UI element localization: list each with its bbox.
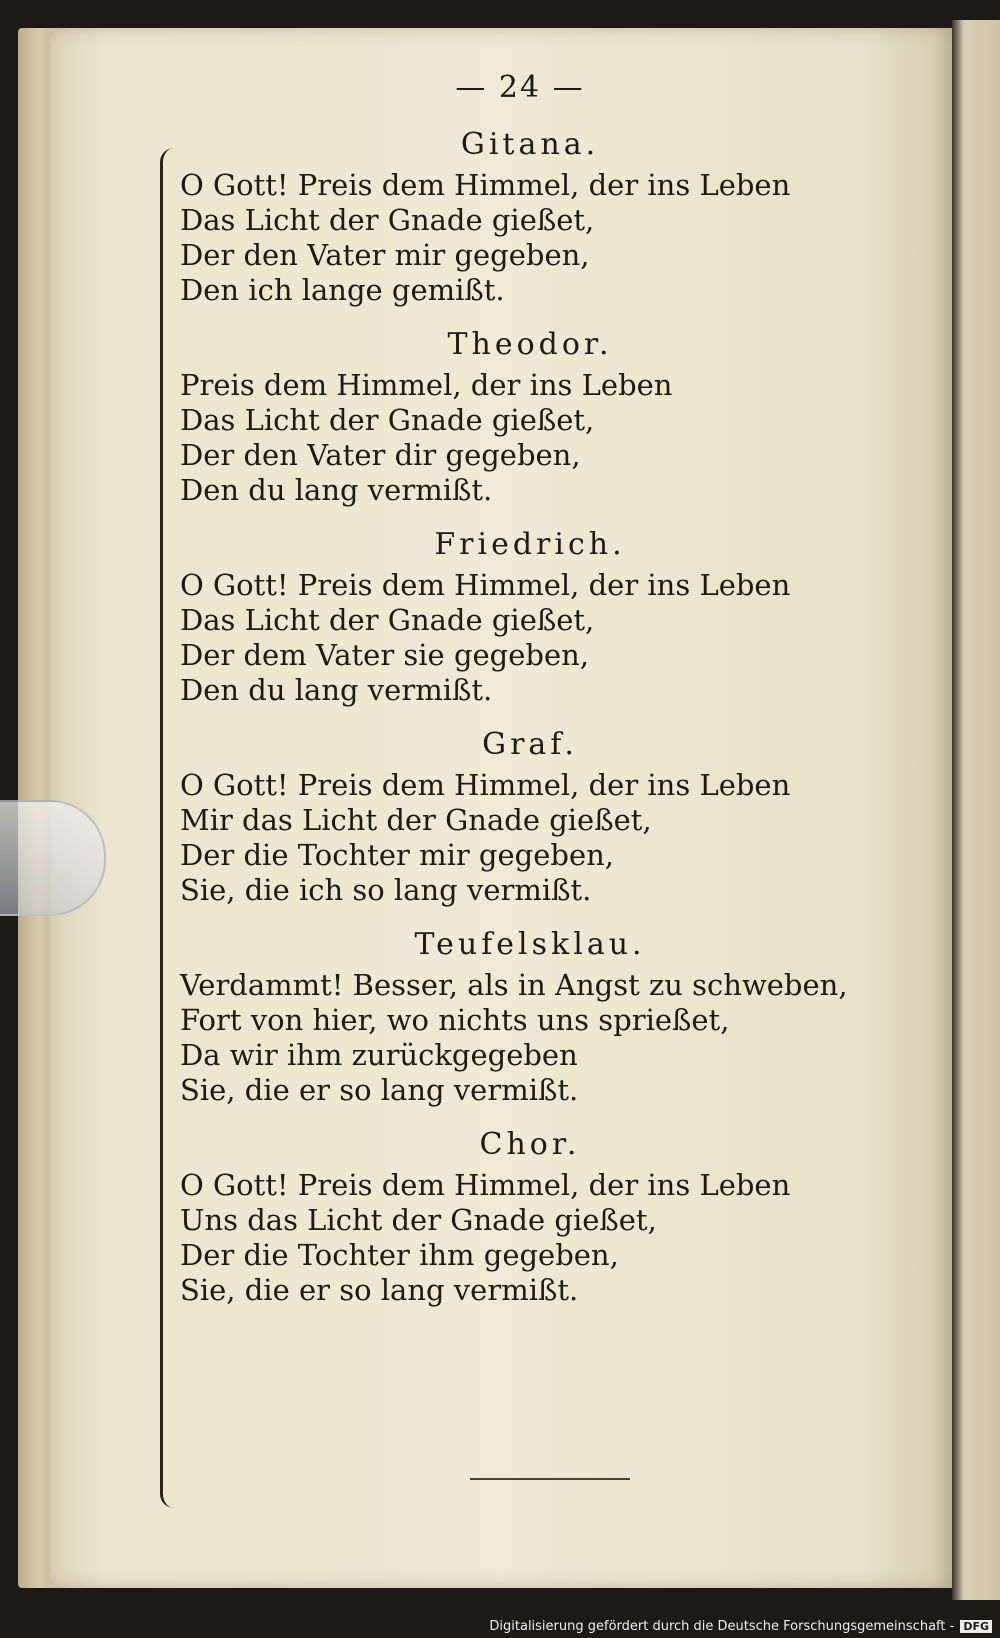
verse-line: Sie, die ich so lang vermißt. <box>180 873 592 907</box>
end-rule-divider <box>470 1478 630 1480</box>
credit-text: Digitalisierung gefördert durch die Deutsche Forschungsgemeinschaft - <box>489 1619 955 1634</box>
verse-line: Das Licht der Gnade gießet, <box>180 403 595 437</box>
speech-block <box>180 1122 880 1308</box>
verse-line: O Gott! Preis dem Himmel, der ins Leben <box>180 1168 791 1202</box>
speaker-name: Graf. <box>482 727 578 762</box>
verse-line: Sie, die er so lang vermißt. <box>180 1273 579 1307</box>
speaker-name: Teufelsklau. <box>414 927 646 962</box>
facing-page-edge <box>952 20 1000 1600</box>
verse-line: Preis dem Himmel, der ins Leben <box>180 368 673 402</box>
page-clip <box>0 800 106 916</box>
speech-block <box>180 722 880 908</box>
verse-line: Das Licht der Gnade gießet, <box>180 603 595 637</box>
speech-block <box>180 522 880 708</box>
verse-line: Den du lang vermißt. <box>180 473 493 507</box>
speaker-name: Theodor. <box>447 327 613 362</box>
verse-line: Sie, die er so lang vermißt. <box>180 1073 579 1107</box>
verse-line: Den du lang vermißt. <box>180 673 493 707</box>
verse-line: Der dem Vater sie gegeben, <box>180 638 590 672</box>
speaker-name: Gitana. <box>460 127 600 162</box>
verse-line: Verdammt! Besser, als in Angst zu schweben, <box>180 968 848 1002</box>
verse-line: Das Licht der Gnade gießet, <box>180 203 595 237</box>
verse-line: O Gott! Preis dem Himmel, der ins Leben <box>180 168 791 202</box>
verse-line: O Gott! Preis dem Himmel, der ins Leben <box>180 768 791 802</box>
speech-block <box>180 922 880 1108</box>
digitization-credit <box>489 1619 992 1634</box>
verse-line: Der die Tochter ihm gegeben, <box>180 1238 619 1272</box>
verse-line: Den ich lange gemißt. <box>180 273 505 307</box>
speech-block <box>180 322 880 508</box>
speaker-name: Friedrich. <box>434 527 626 562</box>
verse-line: Der den Vater mir gegeben, <box>180 238 590 272</box>
page-content <box>160 68 880 1308</box>
page-number: — 24 — <box>455 70 585 105</box>
book-page <box>50 28 952 1588</box>
verse-line: Uns das Licht der Gnade gießet, <box>180 1203 657 1237</box>
verse-line: Der die Tochter mir gegeben, <box>180 838 615 872</box>
verse-line: Der den Vater dir gegeben, <box>180 438 581 472</box>
dfg-logo: DFG <box>960 1620 992 1633</box>
ensemble-bracket <box>160 148 181 1508</box>
speech-list <box>160 122 880 1308</box>
verse-line: Fort von hier, wo nichts uns sprießet, <box>180 1003 730 1037</box>
speaker-name: Chor. <box>479 1127 581 1162</box>
verse-line: O Gott! Preis dem Himmel, der ins Leben <box>180 568 791 602</box>
verse-line: Mir das Licht der Gnade gießet, <box>180 803 652 837</box>
speech-block <box>180 122 880 308</box>
verse-line: Da wir ihm zurückgegeben <box>180 1038 578 1072</box>
